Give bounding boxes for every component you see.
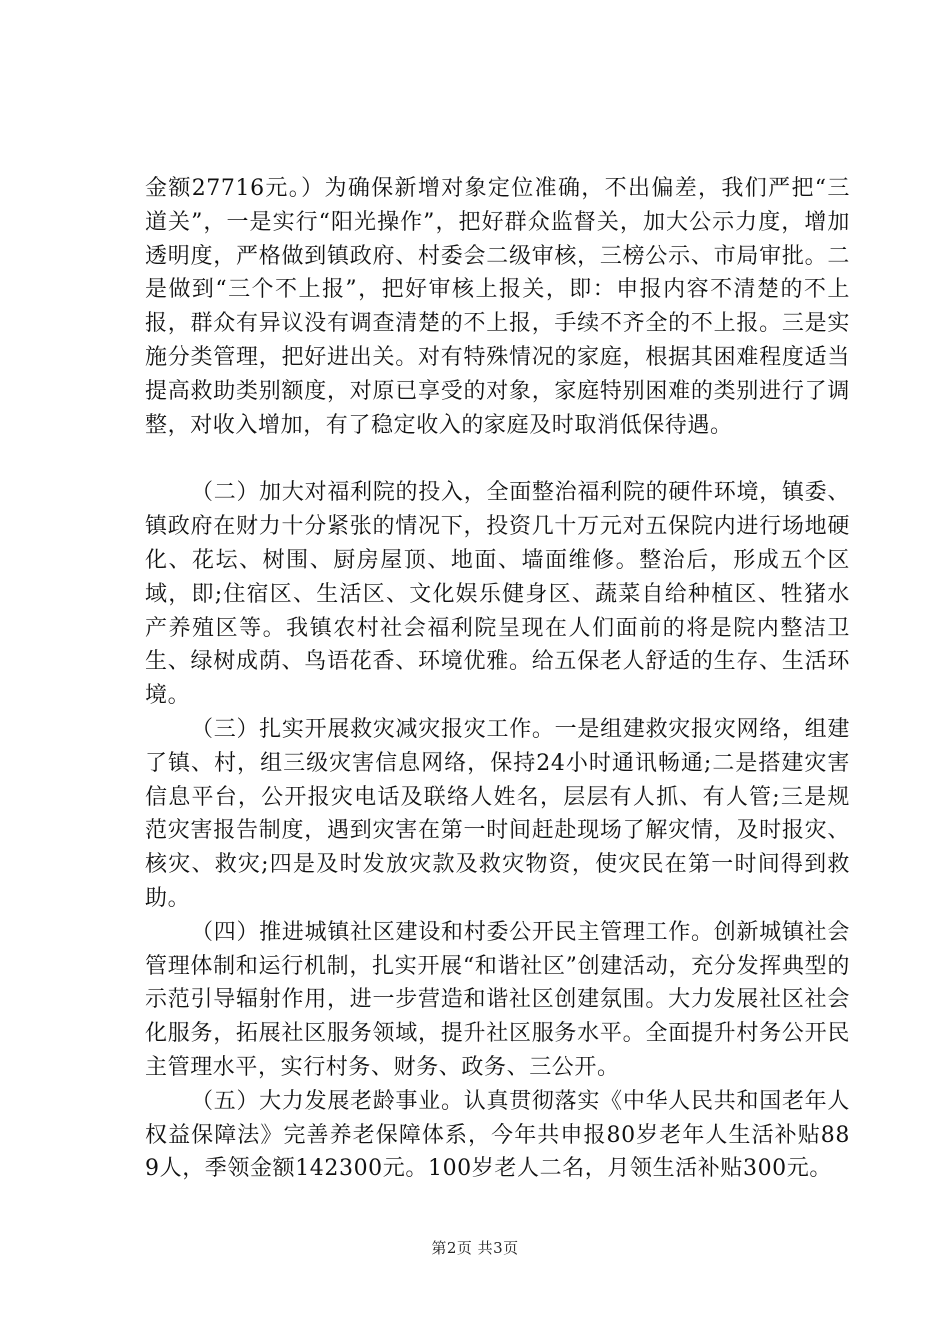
document-body [145,172,850,1186]
paragraph-community-building: （四）推进城镇社区建设和村委公开民主管理工作。创新城镇社会管理体制和运行机制，扎实开展“和谐社区”创建活动，充分发挥典型的示范引导辐射作用，进一步营造和谐社区创建氛围。大力发展社区社会化服务，拓展社区服务领域，提升社区服务水平。全面提升村务公开民主管理水平，实行村务、财务、政务、三公开。 [145,919,850,1080]
page-number-footer: 第2页 共3页 [431,1239,519,1257]
paragraph-continuation: 金额27716元。）为确保新增对象定位准确，不出偏差，我们严把“三道关”，一是实行“阳光操作”，把好群众监督关，加大公示力度，增加透明度，严格做到镇政府、村委会二级审核，三榜公示、市局审批。二是做到“三个不上报”，把好审核上报关，即：申报内容不清楚的不上报，群众有异议没有调查清楚的不上报，手续不齐全的不上报。三是实施分类管理，把好进出关。对有特殊情况的家庭，根据其困难程度适当提高救助类别额度，对原已享受的对象，家庭特别困难的类别进行了调整，对收入增加，有了稳定收入的家庭及时取消低保待遇。 [145,176,850,438]
paragraph-disaster-relief: （三）扎实开展救灾减灾报灾工作。一是组建救灾报灾网络，组建了镇、村，组三级灾害信息网络，保持24小时通讯畅通;二是搭建灾害信息平台，公开报灾电话及联络人姓名，层层有人抓、有人管;三是规范灾害报告制度，遇到灾害在第一时间赶赴现场了解灾情，及时报灾、核灾、救灾;四是及时发放灾款及救灾物资，使灾民在第一时间得到救助。 [145,716,850,911]
paragraph-welfare-home: （二）加大对福利院的投入，全面整治福利院的硬件环境，镇委、镇政府在财力十分紧张的情况下，投资几十万元对五保院内进行场地硬化、花坛、树围、厨房屋顶、地面、墙面维修。整治后，形成五个区域，即;住宿区、生活区、文化娱乐健身区、蔬菜自给种植区、牲猪水产养殖区等。我镇农村社会福利院呈现在人们面前的将是院内整洁卫生、绿树成荫、鸟语花香、环境优雅。给五保老人舒适的生存、生活环境。 [145,480,850,709]
paragraph-elderly-affairs: （五）大力发展老龄事业。认真贯彻落实《中华人民共和国老年人权益保障法》完善养老保障体系，今年共申报80岁老年人生活补贴889人，季领金额142300元。100岁老人二名，月领生活补贴300元。 [145,1088,850,1182]
